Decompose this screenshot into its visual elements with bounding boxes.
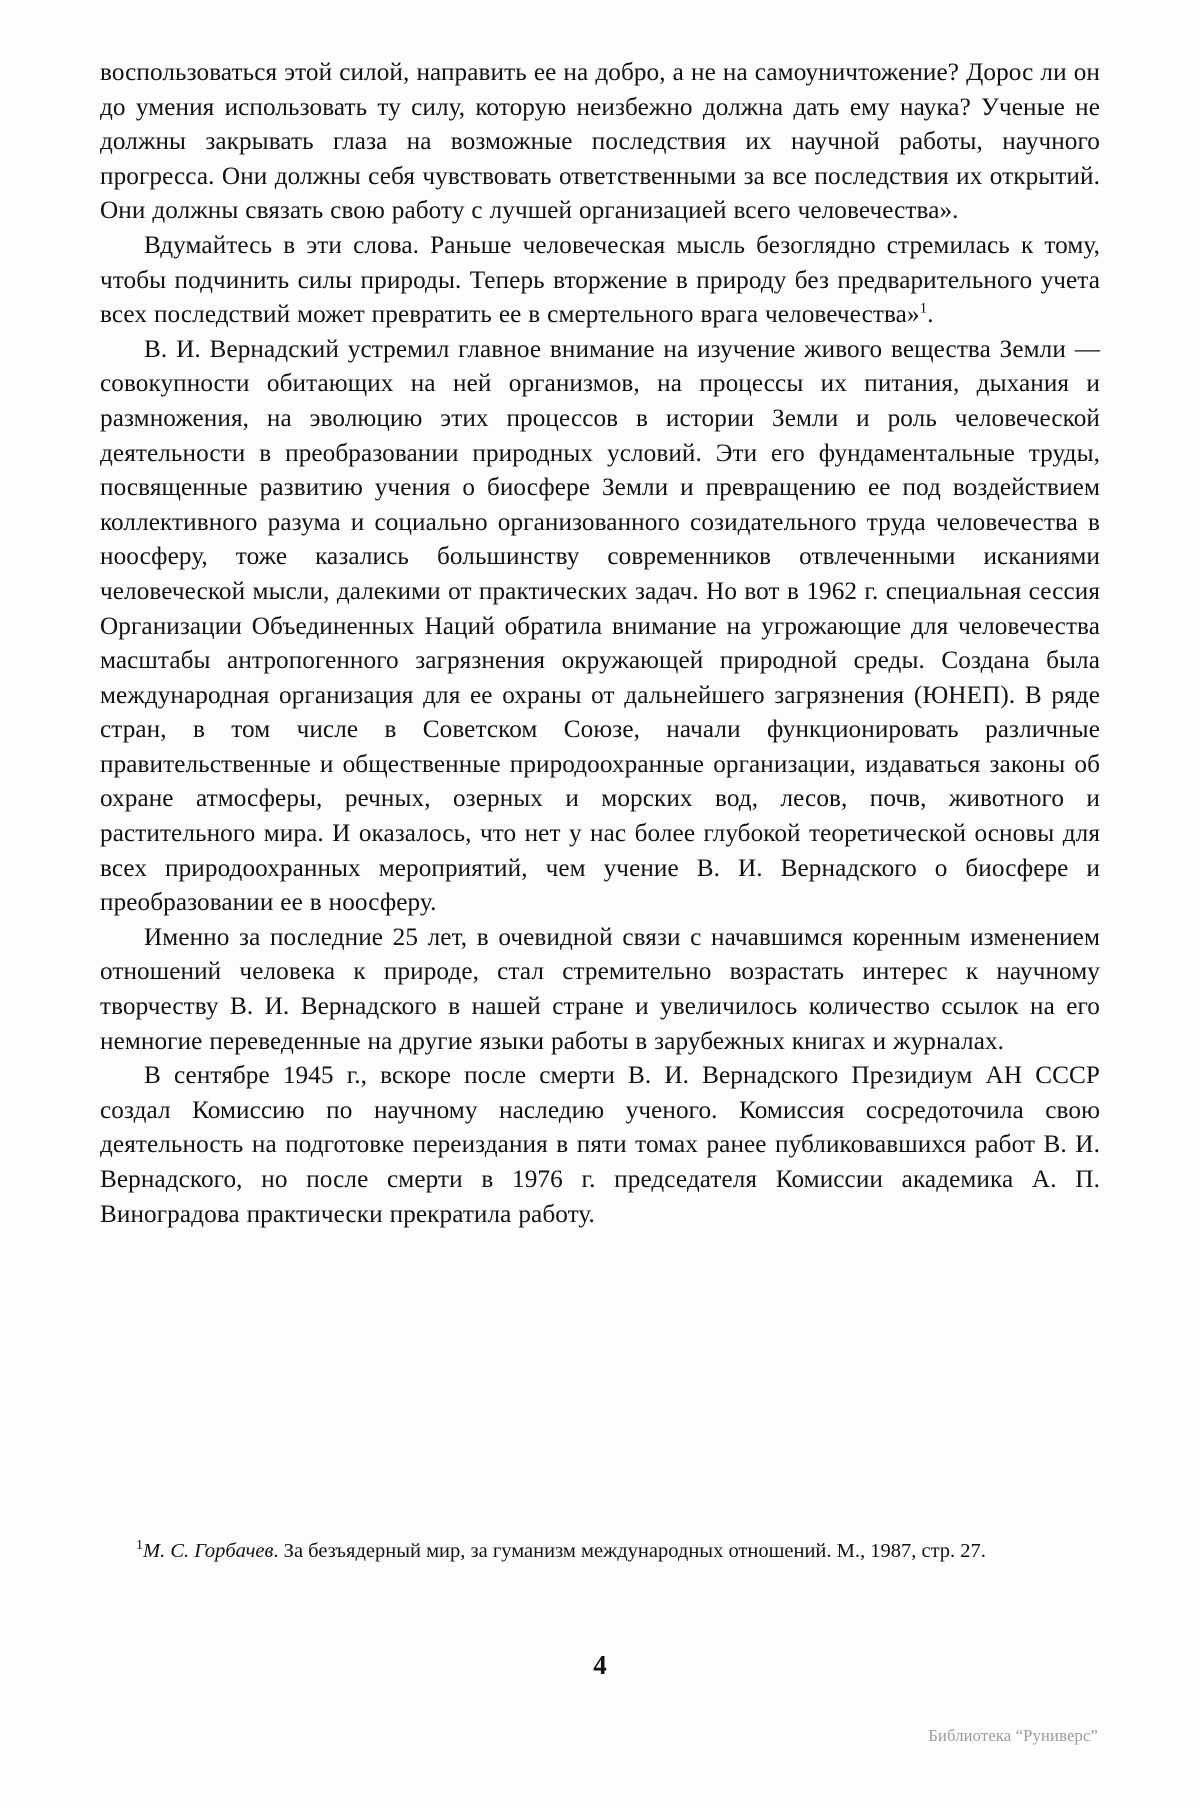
body-text-column bbox=[100, 56, 1100, 1232]
paragraph-2 bbox=[100, 229, 1100, 333]
footnote-marker: 1 bbox=[136, 1538, 143, 1554]
footnote-1 bbox=[100, 1538, 1100, 1565]
page-number: 4 bbox=[593, 1650, 607, 1680]
footnote-reference-1: 1 bbox=[919, 300, 928, 317]
footnote-text: . За безъядерный мир, за гуманизм международных отношений. М., 1987, стр. 27. bbox=[273, 1540, 986, 1562]
paragraph-4: Именно за последние 25 лет, в очевидной связи с начавшимся коренным изменением отношений человека к природе, стал стремительно возрастать интерес к научному творчеству В. И. Вернадского в нашей стране и увеличилось количество ссылок на его немногие переведенные на другие языки работы в зарубежных книгах и журналах. bbox=[100, 923, 1100, 1055]
footnote-author: М. С. Горбачев bbox=[143, 1540, 274, 1562]
footnote-block bbox=[100, 1538, 1100, 1565]
paragraph-2-text: Вдумайтесь в эти слова. Раньше человеческая мысль безоглядно стремилась к тому, чтобы подчинить силы природы. Теперь вторжение в природу без предварительного учета всех последствий может превратить ее в смертельного врага человечества» bbox=[100, 231, 1100, 329]
paragraph-3: В. И. Вернадский устремил главное внимание на изучение живого вещества Земли — совокупности обитающих на ней организмов, на процессы их питания, дыхания и размножения, на эволюцию этих процессов в истории Земли и роль человеческой деятельности в преобразовании природных условий. Эти его фундаментальные труды, посвященные развитию учения о биосфере Земли и превращению ее под воздействием коллективного разума и социально организованного созидательного труда человечества в ноосферу, тоже казались большинству современников отвлеченными исканиями человеческой мысли, далекими от практических задач. Но вот в 1962 г. специальная сессия Организации Объединенных Наций обратила внимание на угрожающие для человечества масштабы антропогенного загрязнения окружающей природной среды. Создана была международная организация для ее охраны от дальнейшего загрязнения (ЮНЕП). В ряде стран, в том числе в Советском Союзе, начали функционировать различные правительственные и общественные природоохранные организации, издаваться законы об охране атмосферы, речных, озерных и морских вод, лесов, почв, животного и растительного мира. И оказалось, что нет у нас более глубокой теоретической основы для всех природоохранных мероприятий, чем учение В. И. Вернадского о биосфере и преобразовании ее в ноосферу. bbox=[100, 335, 1100, 917]
paragraph-1: воспользоваться этой силой, направить ее на добро, а не на самоуничтожение? Дорос ли он до умения использовать ту силу, которую неизбежно должна дать ему наука? Ученые не должны закрывать глаза на возможные последствия их научной работы, научного прогресса. Они должны себя чувствовать ответственными за все последствия их открытий. Они должны связать свою работу с лучшей организацией всего человечества». bbox=[100, 59, 1100, 225]
paragraph-5: В сентябре 1945 г., вскоре после смерти В. И. Вернадского Президиум АН СССР создал Комиссию по научному наследию ученого. Комиссия сосредоточила свою деятельность на подготовке переиздания в пяти томах ранее публиковавшихся работ В. И. Вернадского, но после смерти в 1976 г. председателя Комиссии академика А. П. Виноградова практически прекратила работу. bbox=[100, 1062, 1100, 1228]
library-watermark: Библиотека “Руниверс” bbox=[928, 1726, 1098, 1745]
paragraph-2-tail: . bbox=[927, 301, 934, 329]
